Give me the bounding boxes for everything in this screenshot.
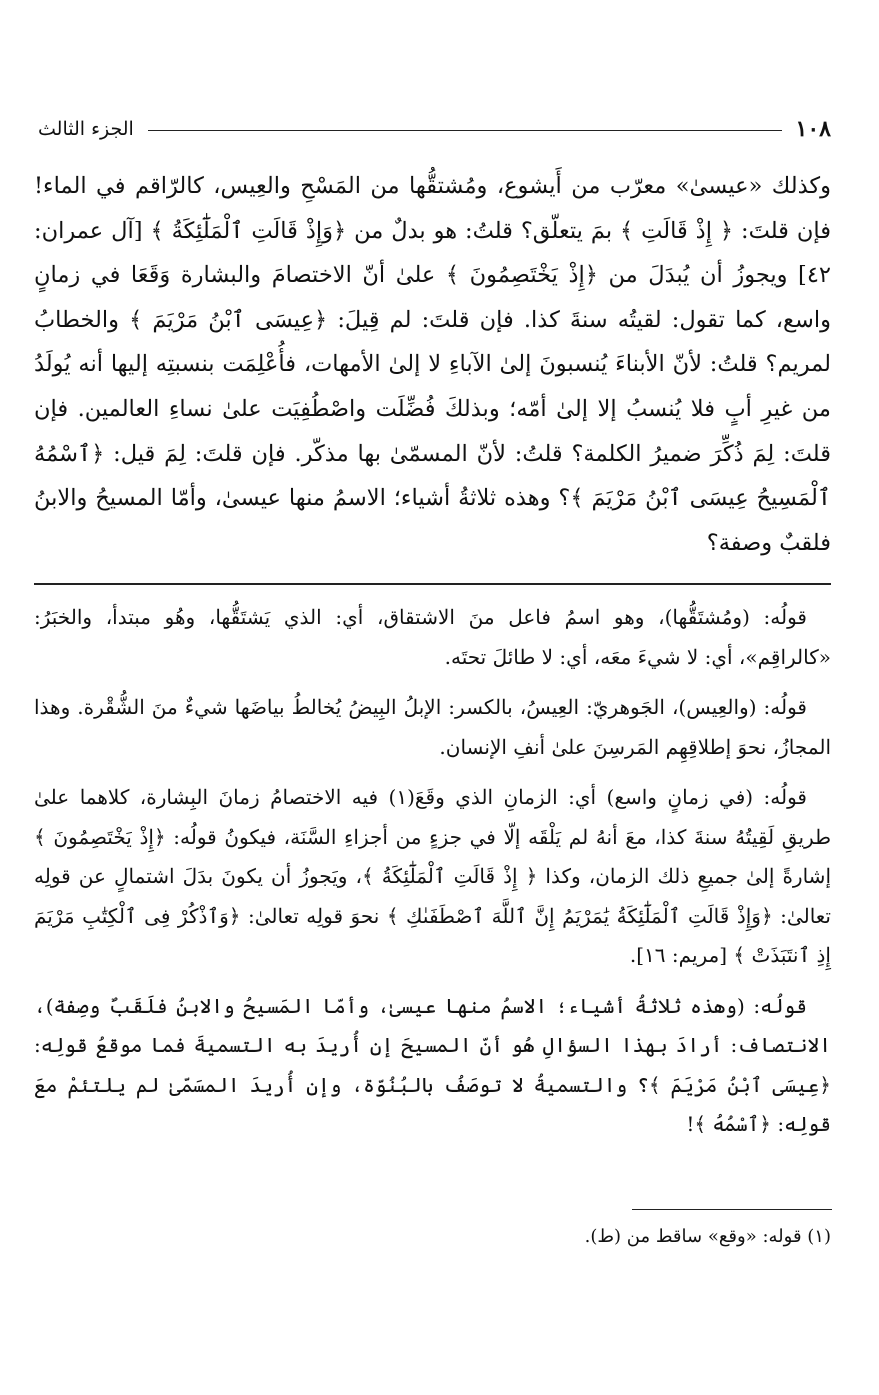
main-paragraph: وكذلك «عيسىٰ» معرّب من أَيشوع، ومُشتقُّها من المَسْحِ والعِيس، كالرّاقم في الماء! فإن قلتَ: ﴿ إِذْ قَالَتِ ﴾ بمَ يتعلّق؟ قلتُ: هو بدلٌ من ﴿وَإِذْ قَالَتِ ٱلْمَلَٰٓئِكَةُ ﴾ [آل عمران: ٤٢] ويجوزُ أن يُبدَلَ من ﴿إِذْ يَخْتَصِمُونَ ﴾ علىٰ أنّ الاختصامَ والبشارة وَقَعَا في زمانٍ واسع، كما تقول: لقيتُه سنةَ كذا. فإن قلتَ: لم قِيلَ: ﴿عِيسَى ٱبْنُ مَرْيَمَ ﴾ والخطابُ لمريم؟ قلتُ: لأنّ الأبناءَ يُنسبونَ إلىٰ الآباءِ لا إلىٰ الأمهات، فأُعْلِمَت بنسبتِه إليها أنه يُولَدُ من غيرِ أبٍ فلا يُنسبُ إلا إلىٰ أمّه؛ وبذلكَ فُضِّلَت واصْطُفِيَت علىٰ نساءِ العالمين. فإن قلتَ: لِمَ ذُكِّرَ ضميرُ الكلمة؟ قلتُ: لأنّ المسمّىٰ بها مذكّر. فإن قلتَ: لِمَ قيل: ﴿ٱسْمُهُ ٱلْمَسِيحُ عِيسَى ٱبْنُ مَرْيَمَ ﴾؟ وهذه ثلاثةُ أشياء؛ الاسمُ منها عيسىٰ، وأمّا المسيحُ والابنُ فلقبٌ وصفة؟ [34, 173, 831, 556]
commentary-paragraph: قولُه: (والعِيس)، الجَوهريّ: العِيسُ، بالكسر: الإبلُ البِيضُ يُخالطُ بياضَها شيءٌ منَ الشُّقْرة. وهذا المجازُ، نحوَ إطلاقِهِم المَرسِنَ علىٰ أنفِ الإنسان. [34, 695, 831, 759]
section-divider [34, 583, 831, 585]
page-number: ١٠٨ [795, 116, 831, 142]
header-rule [148, 130, 782, 131]
footnote-text: (١) قوله: «وقع» ساقط من (ط). [584, 1226, 831, 1247]
running-header [38, 112, 831, 146]
commentary-paragraph: قولُه: (ومُشتَقُّها)، وهو اسمُ فاعل منَ الاشتقاق، أي: الذي يَشتَقُّها، وهُو مبتدأ، والخبَرُ: «كالراقِم»، أي: لا شيءَ معَه، أي: لا طائلَ تحتَه. [34, 605, 831, 669]
main-text-block [34, 164, 831, 565]
commentary-paragraph: قولُه: (وهذه ثلاثةُ أشياء؛ الاسمُ منها عيسىٰ، وأمّا المَسيحُ والابنُ فلَقَبٌ وصِفة)، الانتصاف: أرادَ بهذا السؤالِ هُو أنّ المسيحَ إن أُريدَ به التسميةَ فما موقعُ قولِه: ﴿عِيسَى ٱبْنُ مَرْيَمَ ﴾؟ والتسميةُ لا توصَفُ بالبُنُوّة، وإن أُريدَ المسَمّىٰ لم يلتئمْ معَ قولِه: ﴿ٱسْمُهُ ﴾! [34, 993, 831, 1136]
footnote-block [34, 1222, 831, 1252]
commentary-paragraph: قولُه: (في زمانٍ واسع) أي: الزمانِ الذي وقَعَ(١) فيه الاختصامُ زمانَ البِشارة، كلاهما علىٰ طريقِ لَقِيتُهُ سنةَ كذا، معَ أنهُ لم يَلْقَه إلّا في جزءٍ من أجزاءِ السَّنَة، فيكونُ قولُه: ﴿إِذْ يَخْتَصِمُونَ ﴾ إشارةً إلىٰ جميعِ ذلك الزمان، وكذا ﴿ إِذْ قَالَتِ ٱلْمَلَٰٓئِكَةُ ﴾، ويَجوزُ أن يكونَ بدَلَ اشتمالٍ عن قولِه تعالىٰ: ﴿وَإِذْ قَالَتِ ٱلْمَلَٰٓئِكَةُ يَٰمَرْيَمُ إِنَّ ٱللَّهَ ٱصْطَفَىٰكِ ﴾ نحوَ قولِه تعالىٰ: ﴿وَٱذْكُرْ فِى ٱلْكِتَٰبِ مَرْيَمَ إِذِ ٱنتَبَذَتْ ﴾ [مريم: ١٦]. [34, 785, 832, 967]
footnote-rule [632, 1209, 832, 1210]
running-title: الجزء الثالث [38, 118, 134, 140]
commentary-block [34, 598, 831, 1156]
